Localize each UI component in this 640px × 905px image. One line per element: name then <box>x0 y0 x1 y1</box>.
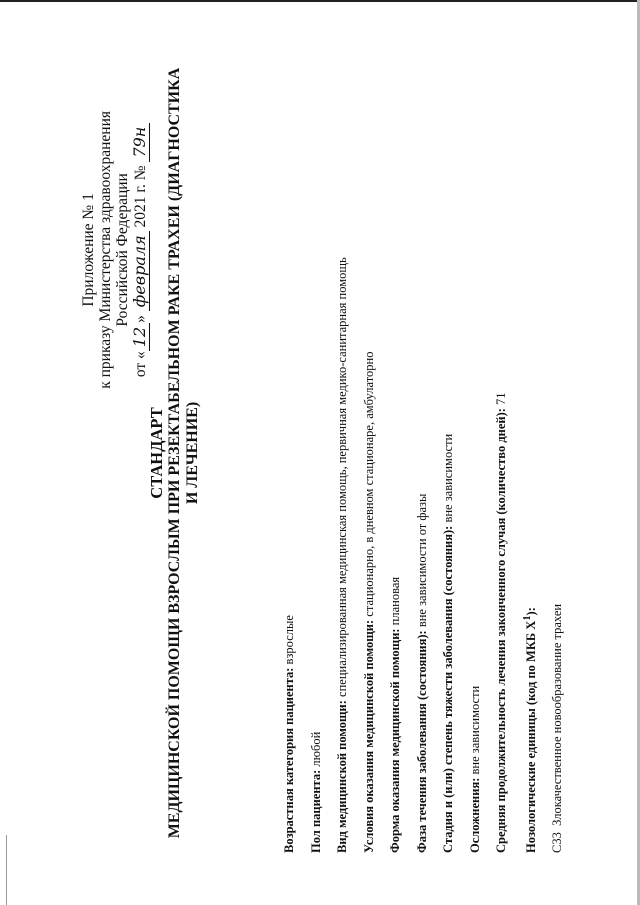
appendix-order-ref: к приказу Министерства здравоохранения <box>97 110 114 389</box>
handwritten-day: 12 <box>130 322 150 350</box>
field-treatment-duration: Средняя продолжительность лечения законченного случая (количество дней): 71 <box>494 391 508 853</box>
document-title <box>148 23 202 883</box>
scan-edge-bottom-left <box>0 835 7 905</box>
field-care-form: Форма оказания медицинской помощи: плановая <box>388 576 402 853</box>
field-sex: Пол пациента: любой <box>308 731 323 853</box>
appendix-number: Приложение № 1 <box>80 192 97 307</box>
appendix-header <box>80 111 149 389</box>
field-disease-stage: Стадия и (или) степень тяжести заболевания (состояния): вне зависимости <box>441 433 455 853</box>
diagnosis-row <box>544 33 571 853</box>
title-standard: СТАНДАРТ <box>147 406 166 499</box>
field-care-type: Вид медицинской помощи: специализированная медицинская помощь, первичная медико-санитарная помощь <box>335 256 349 853</box>
field-age-category: Возрастная категория пациента: взрослые <box>282 614 296 853</box>
title-line-2: И ЛЕЧЕНИЕ) <box>184 401 201 504</box>
handwritten-number: 79н <box>130 122 150 161</box>
footnote-marker: 1 <box>521 614 533 621</box>
title-line-1: МЕДИЦИНСКОЙ ПОМОЩИ ВЗРОСЛЫМ ПРИ РЕЗЕКТАБЕЛЬНОМ РАКЕ ТРАХЕИ (ДИАГНОСТИКА <box>166 67 183 838</box>
field-complications: Осложнения: вне зависимости <box>467 685 482 853</box>
field-care-conditions: Условия оказания медицинской помощи: стационарно, в дневном стационаре, амбулаторно <box>361 351 376 853</box>
diagnosis-name: Злокачественное новообразование трахеи <box>550 603 565 826</box>
appendix-federation: Российской Федерации <box>114 172 131 327</box>
field-disease-phase: Фаза течения заболевания (состояния): вне зависимости от фазы <box>414 493 429 853</box>
standard-fields <box>276 33 571 853</box>
handwritten-month: февраля <box>130 231 150 311</box>
rotated-document-page <box>20 23 620 883</box>
diagnosis-code: C33 <box>550 831 565 853</box>
appendix-date-line: от «12» февраля 2021 г. № 79н <box>131 111 149 389</box>
field-nosology: Нозологические единицы (код по МКБ $X^1$): <box>521 606 538 853</box>
scan-edge-top <box>0 0 640 2</box>
